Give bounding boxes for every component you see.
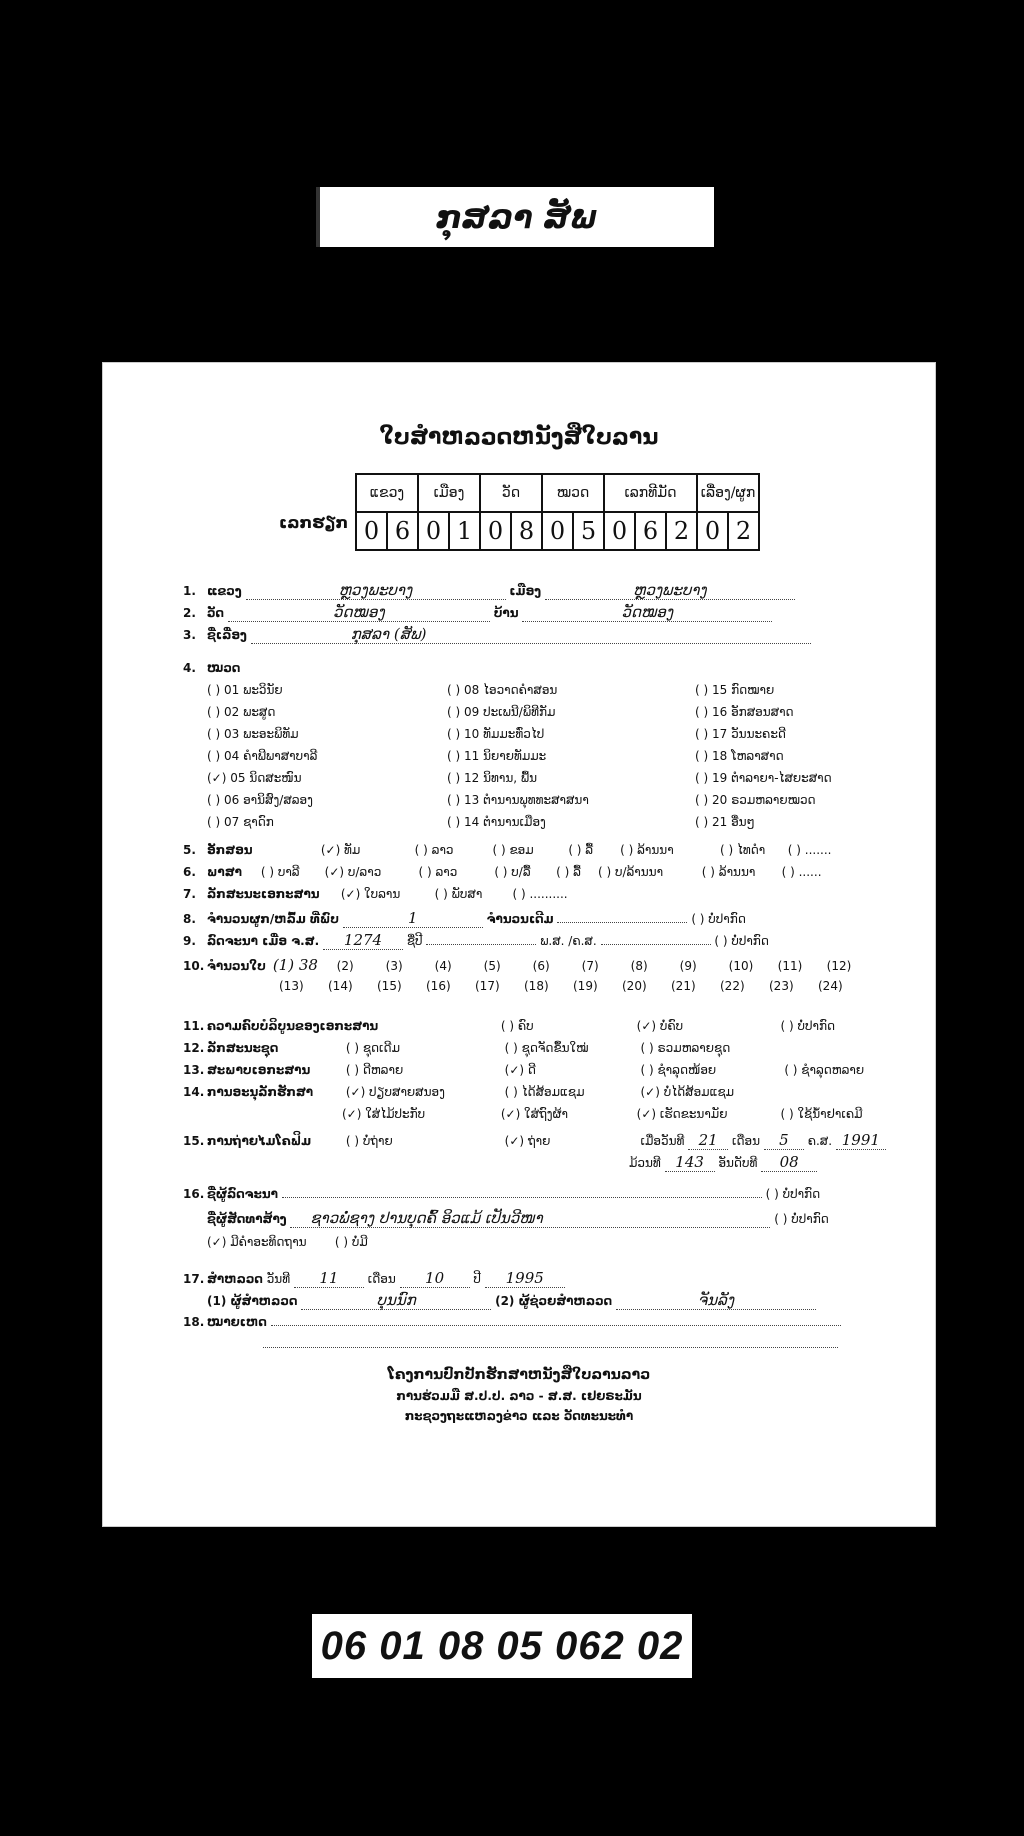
header-label: ກຸສລາ ສັພ [316, 187, 714, 247]
reg-digit: 0 [418, 512, 449, 550]
reg-digit: 5 [573, 512, 604, 550]
leaf-count: (9) [679, 959, 697, 973]
reg-digit: 2 [728, 512, 759, 550]
opt: ( ) .......... [512, 887, 568, 901]
leaf-count: (17) [475, 979, 500, 993]
opt: ( ) ລາວ [414, 843, 454, 857]
leaf-count: (3) [385, 959, 403, 973]
footer-project: ໂຄງການປົກປັກຮັກສາຫນັງສືໃບລານລາວ [387, 1367, 651, 1383]
leaf-count: (4) [434, 959, 452, 973]
field-title: 3. ຊື່ເລື່ອງ ກຸສລາ (ສັພ) [183, 625, 811, 644]
opt: (✓) ໃບລານ [340, 887, 401, 901]
reg-digit: 0 [480, 512, 511, 550]
field-script: 5. ອັກສອນ (✓) ທັມ ( ) ລາວ ( ) ຂອມ ( ) ລື້ ( ) ລ້ານນາ ( ) ໄທດໍາ ( ) ....... [183, 843, 832, 857]
category-option: ( ) 20 ຣວມຫລາຍໝວດ [695, 793, 816, 807]
category-option: ( ) 14 ຕໍານານເມືອງ [447, 815, 546, 829]
field-author: 16. ຊື່ຜູ້ລົດຈະນາ ( ) ບໍ່ປາກົດ [183, 1187, 821, 1201]
category-option: ( ) 03 ພະອະພິທັມ [207, 727, 299, 741]
opt: ( ) ລາວ [418, 865, 458, 879]
field-set-type: 12. ລັກສະນະຊຸດ ( ) ຊຸດເດີມ ( ) ຊຸດຈັດຂຶ້ນໃໝ່ ( ) ຣວມຫລາຍຊຸດ [183, 1041, 731, 1055]
field-conservation-row2: (✓) ໃສ່ໄມ້ປະກັບ (✓) ໃສ່ຖົງຜ້າ (✓) ເຮັດຂະນາມັຍ ( ) ໃຊ້ນໍ້າຢາເຄມີ [342, 1107, 863, 1121]
leaf-counts-row1 [337, 959, 876, 973]
field-condition: 13. ສະພາບເອກະສານ ( ) ດີຫລາຍ (✓) ດີ ( ) ຊໍາລຸດໜ້ອຍ ( ) ຊໍາລຸດຫລາຍ [183, 1063, 865, 1077]
registration-label: ເລກຮຽກ [279, 513, 349, 532]
field-conservation: 14. ການອະນຸລັກຮັກສາ (✓) ປຽບສາຍສນອງ ( ) ໄດ້ສ້ອມແຊມ (✓) ບໍ່ໄດ້ສ້ອມແຊມ [183, 1085, 735, 1099]
reg-digit: 6 [635, 512, 666, 550]
opt: ( ) ພັບສາ [434, 887, 483, 901]
opt: ( ) ....... [787, 843, 832, 857]
category-option: ( ) 08 ໄອວາດຄໍາສອນ [447, 683, 558, 697]
opt: ( ) ບ/ລ້ານນາ [597, 865, 664, 879]
leaf-count: (20) [622, 979, 647, 993]
leaf-count: (19) [573, 979, 598, 993]
leaf-count: (23) [769, 979, 794, 993]
field-language: 6. ພາສາ ( ) ບາລີ (✓) ບ/ລາວ ( ) ລາວ ( ) ບ/ລື້ ( ) ລື້ ( ) ບ/ລ້ານນາ ( ) ລ້ານນາ ( ) ...... [183, 865, 822, 879]
leaf-count: (11) [777, 959, 803, 973]
footer-ministry: ກະຊວງຖະແຫລງຂ່າວ ແລະ ວັດທະນະທໍາ [404, 1409, 634, 1423]
category-option: ( ) 06 ອານິສົງ/ສລອງ [207, 793, 313, 807]
field-composed-date: 9. ລົດຈະນາ ເມື່ອ ຈ.ສ. 1274 ຊື່ປີ ພ.ສ. /ຄ.ສ. ( ) ບໍ່ປາກົດ [183, 931, 769, 949]
leaf-count: (5) [483, 959, 501, 973]
field-microfilm-roll: ມ້ວນທີ 143 ອັນດັບທີ 08 [629, 1153, 817, 1172]
opt: ( ) ລື້ [556, 865, 581, 879]
leaf-count: (12) [826, 959, 852, 973]
category-option: ( ) 10 ທັມມະທົ່ວໄປ [447, 727, 545, 741]
leaf-count: (22) [720, 979, 745, 993]
field-province: 1. ແຂວງ ຫຼວງພະບາງ ເມືອງ ຫຼວງພະບາງ [183, 581, 795, 600]
reg-header: ເມືອງ [418, 474, 480, 512]
field-temple: 2. ວັດ ວັດໝອງ ບ້ານ ວັດໝອງ [183, 603, 772, 622]
category-option: ( ) 01 ພະວິນັຍ [207, 683, 283, 697]
opt: ( ) ໄທດໍາ [719, 843, 766, 857]
category-option: (✓) 05 ນິດສະໜົນ [207, 771, 302, 785]
opt: ( ) ຂອມ [492, 843, 534, 857]
reg-digit: 0 [542, 512, 573, 550]
reg-digit: 0 [697, 512, 728, 550]
field-microfilm: 15. ການຖ່າຍໄມໂຄຟິມ ( ) ບໍ່ຖ່າຍ (✓) ຖ່າຍ ເມື່ອວັນທີ 21 ເດືອນ 5 ຄ.ສ. 1991 [183, 1131, 886, 1150]
category-option: ( ) 16 ອັກສອນສາດ [695, 705, 794, 719]
leaf-count: (24) [818, 979, 843, 993]
opt: ( ) ລ້ານນາ [620, 843, 674, 857]
category-option: ( ) 13 ຕໍານານພຸທທະສາສນາ [447, 793, 589, 807]
field-remarks: 18. ໝາຍເຫດ [183, 1315, 841, 1329]
leaf-count: (8) [630, 959, 648, 973]
leaf-count: (18) [524, 979, 549, 993]
reg-digit: 2 [666, 512, 697, 550]
footer-cooperation: ການຮ່ວມມື ສ.ປ.ປ. ລາວ - ສ.ສ. ເຢຍຣະມັນ [396, 1389, 642, 1403]
leaf-count: (6) [532, 959, 550, 973]
field-dedication: (✓) ມີຄໍາອະທິດຖານ ( ) ບໍ່ມີ [207, 1235, 368, 1249]
leaf-counts-row2 [279, 979, 867, 993]
category-option: ( ) 09 ປະເພນີ/ພິທີກັມ [447, 705, 556, 719]
reg-digit: 0 [604, 512, 635, 550]
leaf-count: (16) [426, 979, 451, 993]
category-option: ( ) 12 ນິທານ, ພື້ນ [447, 771, 537, 785]
reg-digit: 8 [511, 512, 542, 550]
reg-header: ວັດ [480, 474, 542, 512]
opt: (✓) ທັມ [320, 843, 361, 857]
leaf-count: (14) [328, 979, 353, 993]
field-survey-date: 17. ສໍາຫລວດ ວັນທີ 11 ເດືອນ 10 ປີ 1995 [183, 1269, 565, 1288]
category-option: ( ) 07 ຊາດົກ [207, 815, 274, 829]
category-option: ( ) 11 ນິຍາຍທັມມະ [447, 749, 547, 763]
leaf-count: (10) [728, 959, 754, 973]
opt: ( ) ບ/ລື້ [494, 865, 531, 879]
form-title: ໃບສໍາຫລວດຫນັງສືໃບລານ [379, 425, 659, 450]
field-sponsor: ຊື່ຜູ້ສັດທາສ້າງ ຊາວພໍ່ຊາງ ປານບຸດຄົ້ ອິວແມ້ ເປັນວີໜາ ( ) ບໍ່ປາກົດ [207, 1209, 829, 1227]
leaf-count: (21) [671, 979, 696, 993]
field-surveyors: (1) ຜູ້ສໍາຫລວດ ບຸນນົກ (2) ຜູ້ຊ່ວຍສໍາຫລວດ ຈັນລັງ [207, 1291, 816, 1310]
reg-header: ແຂວງ [356, 474, 418, 512]
field-completeness: 11. ຄວາມຄົບບໍລິບູນຂອງເອກະສານ ( ) ຄົບ (✓) ບໍ່ຄົບ ( ) ບໍ່ປາກົດ [183, 1019, 836, 1033]
registration-table [355, 473, 760, 551]
opt: (✓) ບ/ລາວ [324, 865, 382, 879]
leaf-count: (15) [377, 979, 402, 993]
category-option: ( ) 15 ກົດໝາຍ [695, 683, 775, 697]
remarks-line [263, 1337, 838, 1351]
reg-digit: 0 [356, 512, 387, 550]
reg-digit: 6 [387, 512, 418, 550]
reg-digit: 1 [449, 512, 480, 550]
reg-header: ເລກທີມັດ [604, 474, 697, 512]
survey-form-sheet [102, 362, 936, 1527]
category-option: ( ) 04 ຄໍາພີພາສາບາລີ [207, 749, 318, 763]
category-option: ( ) 17 ວັນນະຄະດີ [695, 727, 786, 741]
field-bundles-found: 8. ຈໍານວນຜູກ/ຫລົ້ມ ທີ່ພົບ 1 ຈໍານວນເດີມ ( ) ບໍ່ປາກົດ [183, 909, 746, 927]
category-option: ( ) 19 ຕໍາລາຍາ-ໄສຍະສາດ [695, 771, 832, 785]
opt: ( ) ...... [781, 865, 822, 879]
reg-header: ເລື່ອງ/ຜູກ [697, 474, 759, 512]
category-option: ( ) 02 ພະສູດ [207, 705, 276, 719]
field-document-type: 7. ລັກສະນະເອກະສານ (✓) ໃບລານ ( ) ພັບສາ ( ) .......... [183, 887, 568, 901]
leaf-count: (13) [279, 979, 304, 993]
opt: ( ) ລື້ [568, 843, 594, 857]
leaf-count: (2) [336, 959, 354, 973]
opt: ( ) ລ້ານນາ [701, 865, 756, 879]
opt: ( ) ບາລີ [260, 865, 300, 879]
category-option: ( ) 21 ອື່ນໆ [695, 815, 755, 829]
leaf-count: (7) [581, 959, 599, 973]
field-leaf-count: 10. ຈໍານວນໃບ (1) 38 (2) (3) (4) (5) (6) (7) (8) (9) (10) (11) (12) [183, 956, 876, 974]
footer-id-label: 06 01 08 05 062 02 [312, 1614, 692, 1678]
reg-header: ໝວດ [542, 474, 604, 512]
category-option: ( ) 18 ໂຫລາສາດ [695, 749, 784, 763]
field-category: 4. ໝວດ [183, 661, 241, 675]
